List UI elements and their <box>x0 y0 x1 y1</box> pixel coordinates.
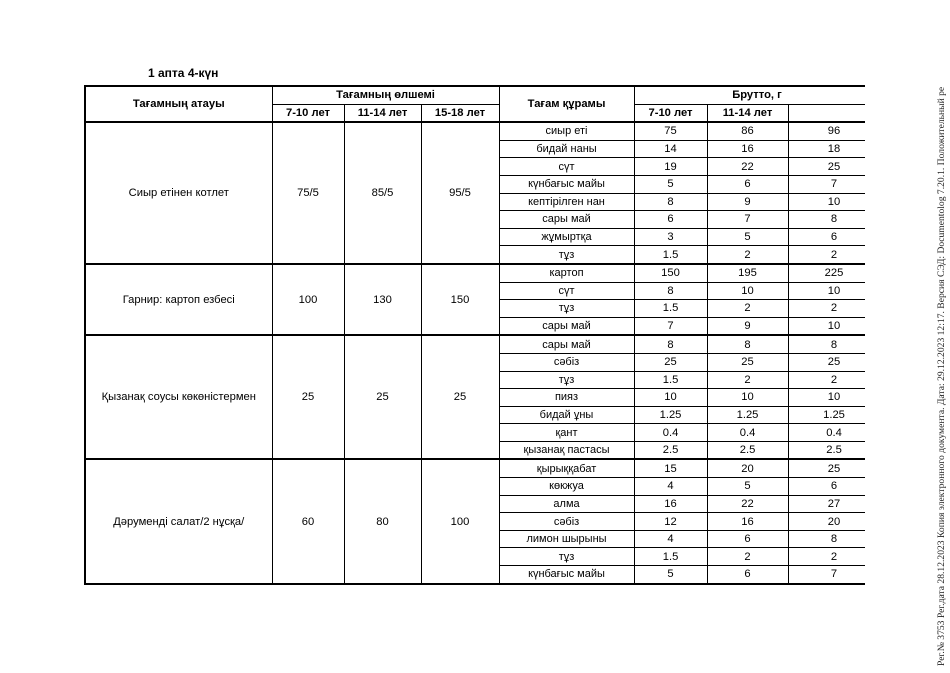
brutto-value-cell: 2 <box>707 246 788 264</box>
brutto-value-cell: 14 <box>634 140 707 158</box>
registration-side-note: Рег.№ 3753 Рег.дата 28.12.2023 Копия электронного документа. Дата: 29.12.2023 12:17. Версия СЭД: Documentolog 7.20.1. Положительный ре <box>936 86 947 666</box>
ingredient-name-cell: сәбіз <box>499 513 634 531</box>
ingredient-name-cell: жұмыртқа <box>499 228 634 246</box>
ingredient-name-cell: бидай ұны <box>499 406 634 424</box>
brutto-value-cell: 7 <box>788 175 865 193</box>
brutto-value-cell: 9 <box>707 193 788 211</box>
menu-table-body <box>85 122 865 583</box>
table-row <box>85 335 865 353</box>
ingredient-name-cell: сары май <box>499 211 634 229</box>
brutto-value-cell: 5 <box>634 175 707 193</box>
ingredient-name-cell: сүт <box>499 282 634 300</box>
brutto-value-cell: 12 <box>634 513 707 531</box>
brutto-value-cell: 1.25 <box>788 406 865 424</box>
brutto-value-cell: 96 <box>788 122 865 140</box>
brutto-value-cell: 1.5 <box>634 548 707 566</box>
brutto-value-cell: 2 <box>788 246 865 264</box>
brutto-value-cell: 6 <box>788 228 865 246</box>
brutto-value-cell: 20 <box>788 513 865 531</box>
brutto-value-cell: 22 <box>707 495 788 513</box>
table-row <box>85 264 865 282</box>
brutto-age-7-10: 7-10 лет <box>634 104 707 122</box>
ingredient-name-cell: қырыққабат <box>499 459 634 477</box>
brutto-value-cell: 8 <box>788 211 865 229</box>
portion-cell: 130 <box>344 264 421 335</box>
brutto-value-cell: 2 <box>707 300 788 318</box>
portion-cell: 75/5 <box>272 122 344 264</box>
dish-name-cell: Қызанақ соусы көкөністермен <box>85 335 272 459</box>
brutto-value-cell: 10 <box>707 389 788 407</box>
brutto-value-cell: 5 <box>634 566 707 584</box>
portion-cell: 100 <box>272 264 344 335</box>
brutto-value-cell: 20 <box>707 459 788 477</box>
ingredient-name-cell: сары май <box>499 317 634 335</box>
portion-cell: 60 <box>272 459 344 583</box>
brutto-value-cell: 7 <box>634 317 707 335</box>
ingredient-name-cell: тұз <box>499 300 634 318</box>
brutto-value-cell: 8 <box>707 335 788 353</box>
ingredient-name-cell: тұз <box>499 371 634 389</box>
table-caption: 1 апта 4-күн <box>148 66 219 80</box>
table-row <box>85 459 865 477</box>
table-row <box>85 122 865 140</box>
brutto-value-cell: 2.5 <box>634 441 707 459</box>
ingredient-name-cell: картоп <box>499 264 634 282</box>
brutto-value-cell: 10 <box>788 389 865 407</box>
dish-name-cell: Гарнир: картоп езбесі <box>85 264 272 335</box>
brutto-value-cell: 6 <box>788 478 865 496</box>
portion-cell: 100 <box>421 459 499 583</box>
brutto-header: Брутто, г <box>634 86 865 104</box>
brutto-value-cell: 5 <box>707 228 788 246</box>
ingredient-name-cell: сәбіз <box>499 353 634 371</box>
menu-table <box>84 85 865 585</box>
brutto-value-cell: 25 <box>634 353 707 371</box>
brutto-age-15-18 <box>788 104 865 122</box>
brutto-value-cell: 1.5 <box>634 246 707 264</box>
brutto-value-cell: 8 <box>634 282 707 300</box>
brutto-value-cell: 3 <box>634 228 707 246</box>
brutto-value-cell: 195 <box>707 264 788 282</box>
brutto-value-cell: 19 <box>634 158 707 176</box>
menu-table-wrapper <box>84 85 865 585</box>
brutto-value-cell: 2 <box>788 300 865 318</box>
brutto-value-cell: 2 <box>788 548 865 566</box>
brutto-value-cell: 4 <box>634 530 707 548</box>
brutto-value-cell: 25 <box>707 353 788 371</box>
brutto-value-cell: 8 <box>634 335 707 353</box>
portion-cell: 80 <box>344 459 421 583</box>
brutto-age-11-14: 11-14 лет <box>707 104 788 122</box>
ingredient-name-cell: тұз <box>499 548 634 566</box>
brutto-value-cell: 150 <box>634 264 707 282</box>
brutto-value-cell: 2.5 <box>707 441 788 459</box>
brutto-value-cell: 75 <box>634 122 707 140</box>
brutto-value-cell: 22 <box>707 158 788 176</box>
brutto-value-cell: 15 <box>634 459 707 477</box>
menu-table-header <box>85 86 865 122</box>
brutto-value-cell: 9 <box>707 317 788 335</box>
brutto-value-cell: 1.5 <box>634 371 707 389</box>
brutto-value-cell: 2 <box>707 371 788 389</box>
ingredient-name-cell: күнбағыс майы <box>499 175 634 193</box>
ingredient-name-cell: алма <box>499 495 634 513</box>
ingredient-name-cell: сиыр еті <box>499 122 634 140</box>
brutto-value-cell: 6 <box>707 175 788 193</box>
brutto-value-cell: 6 <box>707 566 788 584</box>
ingredient-name-cell: сүт <box>499 158 634 176</box>
brutto-value-cell: 25 <box>788 353 865 371</box>
ingredient-name-cell: қант <box>499 424 634 442</box>
ingredient-name-cell: тұз <box>499 246 634 264</box>
ingredient-name-cell: пияз <box>499 389 634 407</box>
brutto-value-cell: 25 <box>788 459 865 477</box>
brutto-value-cell: 6 <box>634 211 707 229</box>
portion-cell: 85/5 <box>344 122 421 264</box>
brutto-value-cell: 1.5 <box>634 300 707 318</box>
ingredient-name-cell: сары май <box>499 335 634 353</box>
brutto-value-cell: 225 <box>788 264 865 282</box>
portion-age-7-10: 7-10 лет <box>272 104 344 122</box>
brutto-value-cell: 7 <box>788 566 865 584</box>
portion-cell: 150 <box>421 264 499 335</box>
brutto-value-cell: 18 <box>788 140 865 158</box>
brutto-value-cell: 16 <box>634 495 707 513</box>
dish-name-header: Тағамның атауы <box>85 86 272 122</box>
portion-age-15-18: 15-18 лет <box>421 104 499 122</box>
composition-header: Тағам құрамы <box>499 86 634 122</box>
brutto-value-cell: 2 <box>707 548 788 566</box>
dish-name-cell: Дәруменді салат/2 нұсқа/ <box>85 459 272 583</box>
brutto-value-cell: 16 <box>707 140 788 158</box>
ingredient-name-cell: көкжуа <box>499 478 634 496</box>
ingredient-name-cell: лимон шырыны <box>499 530 634 548</box>
brutto-value-cell: 10 <box>788 317 865 335</box>
brutto-value-cell: 10 <box>707 282 788 300</box>
brutto-value-cell: 1.25 <box>707 406 788 424</box>
brutto-value-cell: 0.4 <box>788 424 865 442</box>
brutto-value-cell: 6 <box>707 530 788 548</box>
brutto-value-cell: 5 <box>707 478 788 496</box>
ingredient-name-cell: күнбағыс майы <box>499 566 634 584</box>
brutto-value-cell: 2.5 <box>788 441 865 459</box>
brutto-value-cell: 0.4 <box>707 424 788 442</box>
brutto-value-cell: 2 <box>788 371 865 389</box>
brutto-value-cell: 8 <box>788 335 865 353</box>
brutto-value-cell: 10 <box>788 282 865 300</box>
brutto-value-cell: 86 <box>707 122 788 140</box>
portion-age-11-14: 11-14 лет <box>344 104 421 122</box>
dish-name-cell: Сиыр етінен котлет <box>85 122 272 264</box>
brutto-value-cell: 0.4 <box>634 424 707 442</box>
brutto-value-cell: 10 <box>788 193 865 211</box>
portion-header: Тағамның өлшемі <box>272 86 499 104</box>
ingredient-name-cell: бидай наны <box>499 140 634 158</box>
portion-cell: 95/5 <box>421 122 499 264</box>
brutto-value-cell: 10 <box>634 389 707 407</box>
brutto-value-cell: 8 <box>634 193 707 211</box>
brutto-value-cell: 16 <box>707 513 788 531</box>
brutto-value-cell: 8 <box>788 530 865 548</box>
brutto-value-cell: 1.25 <box>634 406 707 424</box>
portion-cell: 25 <box>344 335 421 459</box>
brutto-value-cell: 27 <box>788 495 865 513</box>
ingredient-name-cell: кептірілген нан <box>499 193 634 211</box>
brutto-value-cell: 4 <box>634 478 707 496</box>
brutto-value-cell: 7 <box>707 211 788 229</box>
ingredient-name-cell: қызанақ пастасы <box>499 441 634 459</box>
portion-cell: 25 <box>272 335 344 459</box>
brutto-value-cell: 25 <box>788 158 865 176</box>
portion-cell: 25 <box>421 335 499 459</box>
